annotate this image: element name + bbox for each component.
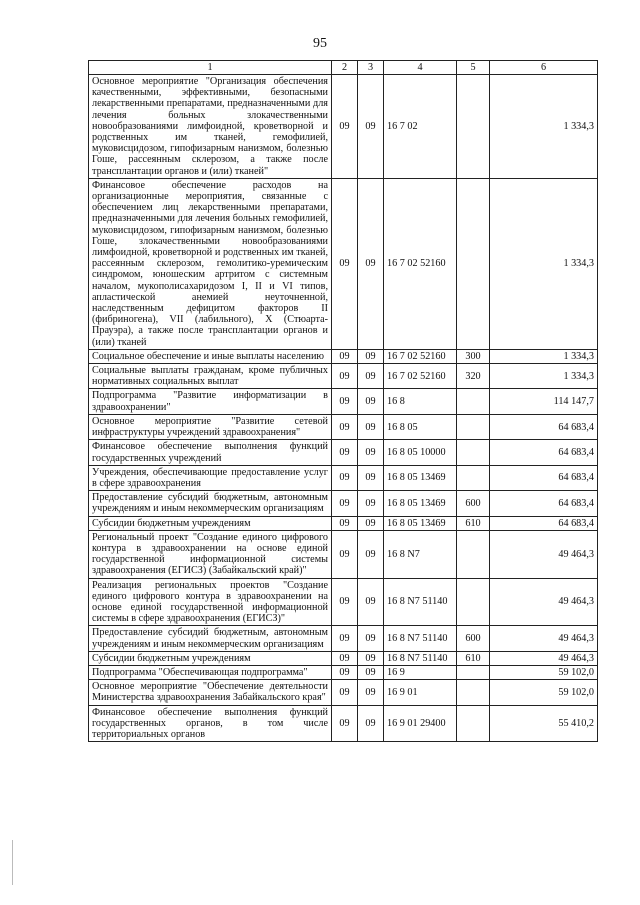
row-subsection: 09: [358, 178, 384, 349]
row-section: 09: [332, 516, 358, 530]
row-target-article: 16 8 05 10000: [384, 440, 457, 465]
row-name: Субсидии бюджетным учреждениям: [89, 651, 332, 665]
row-amount: 59 102,0: [490, 680, 598, 705]
row-target-article: 16 9: [384, 665, 457, 679]
row-subsection: 09: [358, 578, 384, 626]
row-expense-type: [457, 680, 490, 705]
row-section: 09: [332, 364, 358, 389]
row-name: Предоставление субсидий бюджетным, автономным учреждениям и иным некоммерческим организациям: [89, 626, 332, 651]
table-row: [89, 680, 598, 705]
row-section: 09: [332, 530, 358, 578]
row-target-article: 16 9 01: [384, 680, 457, 705]
row-name: Социальные выплаты гражданам, кроме публичных нормативных социальных выплат: [89, 364, 332, 389]
row-expense-type: 300: [457, 349, 490, 363]
row-amount: 64 683,4: [490, 414, 598, 439]
row-target-article: 16 8: [384, 389, 457, 414]
header-row: [89, 61, 598, 75]
page-number: 95: [313, 36, 327, 51]
row-name: Реализация региональных проектов "Создание единого цифрового контура в здравоохранении на основе единой государственной информационной системы в сфере здравоохранения (ЕГИСЗ)": [89, 578, 332, 626]
row-amount: 1 334,3: [490, 178, 598, 349]
table-row: [89, 440, 598, 465]
table-row: [89, 516, 598, 530]
row-subsection: 09: [358, 414, 384, 439]
row-amount: 64 683,4: [490, 440, 598, 465]
row-name: Региональный проект "Создание единого цифрового контура в здравоохранении на основе единой государственной информационной системы здравоохранения (ЕГИСЗ) (Забайкальский край)": [89, 530, 332, 578]
row-section: 09: [332, 651, 358, 665]
row-expense-type: [457, 578, 490, 626]
row-target-article: 16 7 02 52160: [384, 364, 457, 389]
row-target-article: 16 7 02 52160: [384, 178, 457, 349]
table-row: [89, 389, 598, 414]
row-amount: 64 683,4: [490, 516, 598, 530]
row-name: Основное мероприятие "Обеспечение деятельности Министерства здравоохранения Забайкальского края": [89, 680, 332, 705]
row-section: 09: [332, 75, 358, 179]
table-row: [89, 530, 598, 578]
row-section: 09: [332, 665, 358, 679]
row-amount: 114 147,7: [490, 389, 598, 414]
table-row: [89, 705, 598, 742]
row-expense-type: [457, 178, 490, 349]
row-target-article: 16 8 05 13469: [384, 491, 457, 516]
row-section: 09: [332, 440, 358, 465]
row-amount: 1 334,3: [490, 75, 598, 179]
row-name: Финансовое обеспечение выполнения функций государственных учреждений: [89, 440, 332, 465]
row-section: 09: [332, 349, 358, 363]
header-col-4: 4: [384, 61, 457, 75]
row-subsection: 09: [358, 680, 384, 705]
row-expense-type: [457, 440, 490, 465]
row-subsection: 09: [358, 705, 384, 742]
row-section: 09: [332, 178, 358, 349]
row-amount: 59 102,0: [490, 665, 598, 679]
row-target-article: 16 7 02: [384, 75, 457, 179]
budget-table: [88, 60, 598, 742]
row-name: Финансовое обеспечение расходов на организационные мероприятия, связанные с обеспечением лиц лекарственными препаратами, предназначенными для лечения больных гемофилией, муковисцидозом, гипофизарным нанизмом, болезнью Гоше, злокачественными новообразованиями лимфоидной, кроветворной и родственных им тканей, рассеянным склерозом, гемолитико-уремическим синдромом, юношеским артритом с системным началом, мукополисахаридозом I, II и VI типов, апластической анемией неуточненной, наследственным дефицитом факторов II (фибриногена), VII (лабильного), X (Стюарта-Прауэра), а также после трансплантации органов и (или) тканей: [89, 178, 332, 349]
row-expense-type: [457, 389, 490, 414]
row-expense-type: 610: [457, 651, 490, 665]
table-row: [89, 178, 598, 349]
row-subsection: 09: [358, 389, 384, 414]
row-name: Социальное обеспечение и иные выплаты населению: [89, 349, 332, 363]
row-section: 09: [332, 705, 358, 742]
row-subsection: 09: [358, 349, 384, 363]
row-subsection: 09: [358, 516, 384, 530]
row-target-article: 16 7 02 52160: [384, 349, 457, 363]
row-target-article: 16 8 05: [384, 414, 457, 439]
row-expense-type: [457, 75, 490, 179]
table-row: [89, 626, 598, 651]
row-expense-type: [457, 530, 490, 578]
row-target-article: 16 8 05 13469: [384, 516, 457, 530]
row-subsection: 09: [358, 75, 384, 179]
row-section: 09: [332, 465, 358, 490]
row-target-article: 16 8 N7: [384, 530, 457, 578]
row-section: 09: [332, 491, 358, 516]
table-row: [89, 414, 598, 439]
row-amount: 1 334,3: [490, 349, 598, 363]
table-row: [89, 665, 598, 679]
row-expense-type: 320: [457, 364, 490, 389]
row-target-article: 16 8 N7 51140: [384, 651, 457, 665]
row-subsection: 09: [358, 364, 384, 389]
row-name: Учреждения, обеспечивающие предоставление услуг в сфере здравоохранения: [89, 465, 332, 490]
row-amount: 55 410,2: [490, 705, 598, 742]
row-subsection: 09: [358, 530, 384, 578]
header-col-5: 5: [457, 61, 490, 75]
header-col-6: 6: [490, 61, 598, 75]
header-col-1: 1: [89, 61, 332, 75]
row-expense-type: 610: [457, 516, 490, 530]
row-name: Субсидии бюджетным учреждениям: [89, 516, 332, 530]
row-name: Подпрограмма "Обеспечивающая подпрограмма": [89, 665, 332, 679]
header-col-2: 2: [332, 61, 358, 75]
row-amount: 64 683,4: [490, 465, 598, 490]
row-section: 09: [332, 414, 358, 439]
table-row: [89, 465, 598, 490]
row-section: 09: [332, 626, 358, 651]
row-section: 09: [332, 680, 358, 705]
row-amount: 49 464,3: [490, 626, 598, 651]
table-row: [89, 651, 598, 665]
row-subsection: 09: [358, 651, 384, 665]
row-expense-type: [457, 414, 490, 439]
table-row: [89, 491, 598, 516]
row-amount: 49 464,3: [490, 530, 598, 578]
table-row: [89, 75, 598, 179]
row-name: Основное мероприятие "Организация обеспечения качественными, эффективными, безопасными лекарственными препаратами, предназначенными для лечения больных злокачественными новообразованиями лимфоидной, кроветворной и родственных им тканей, гемофилией, муковисцидозом, гипофизарным нанизмом, болезнью Гоше, рассеянным склерозом, а также после трансплантации органов и (или) тканей": [89, 75, 332, 179]
table-row: [89, 364, 598, 389]
row-target-article: 16 8 05 13469: [384, 465, 457, 490]
row-subsection: 09: [358, 440, 384, 465]
row-section: 09: [332, 578, 358, 626]
table-row: [89, 578, 598, 626]
row-name: Предоставление субсидий бюджетным, автономным учреждениям и иным некоммерческим организациям: [89, 491, 332, 516]
row-section: 09: [332, 389, 358, 414]
row-amount: 49 464,3: [490, 651, 598, 665]
scan-margin-line: [12, 840, 14, 885]
row-subsection: 09: [358, 665, 384, 679]
row-expense-type: 600: [457, 491, 490, 516]
row-subsection: 09: [358, 626, 384, 651]
row-amount: 49 464,3: [490, 578, 598, 626]
row-expense-type: 600: [457, 626, 490, 651]
row-amount: 64 683,4: [490, 491, 598, 516]
row-expense-type: [457, 465, 490, 490]
row-name: Финансовое обеспечение выполнения функций государственных органов, в том числе территориальных органов: [89, 705, 332, 742]
row-name: Основное мероприятие "Развитие сетевой инфраструктуры учреждений здравоохранения": [89, 414, 332, 439]
row-expense-type: [457, 705, 490, 742]
row-target-article: 16 9 01 29400: [384, 705, 457, 742]
row-target-article: 16 8 N7 51140: [384, 578, 457, 626]
row-expense-type: [457, 665, 490, 679]
row-name: Подпрограмма "Развитие информатизации в здравоохранении": [89, 389, 332, 414]
table-row: [89, 349, 598, 363]
row-subsection: 09: [358, 491, 384, 516]
row-subsection: 09: [358, 465, 384, 490]
row-target-article: 16 8 N7 51140: [384, 626, 457, 651]
row-amount: 1 334,3: [490, 364, 598, 389]
header-col-3: 3: [358, 61, 384, 75]
